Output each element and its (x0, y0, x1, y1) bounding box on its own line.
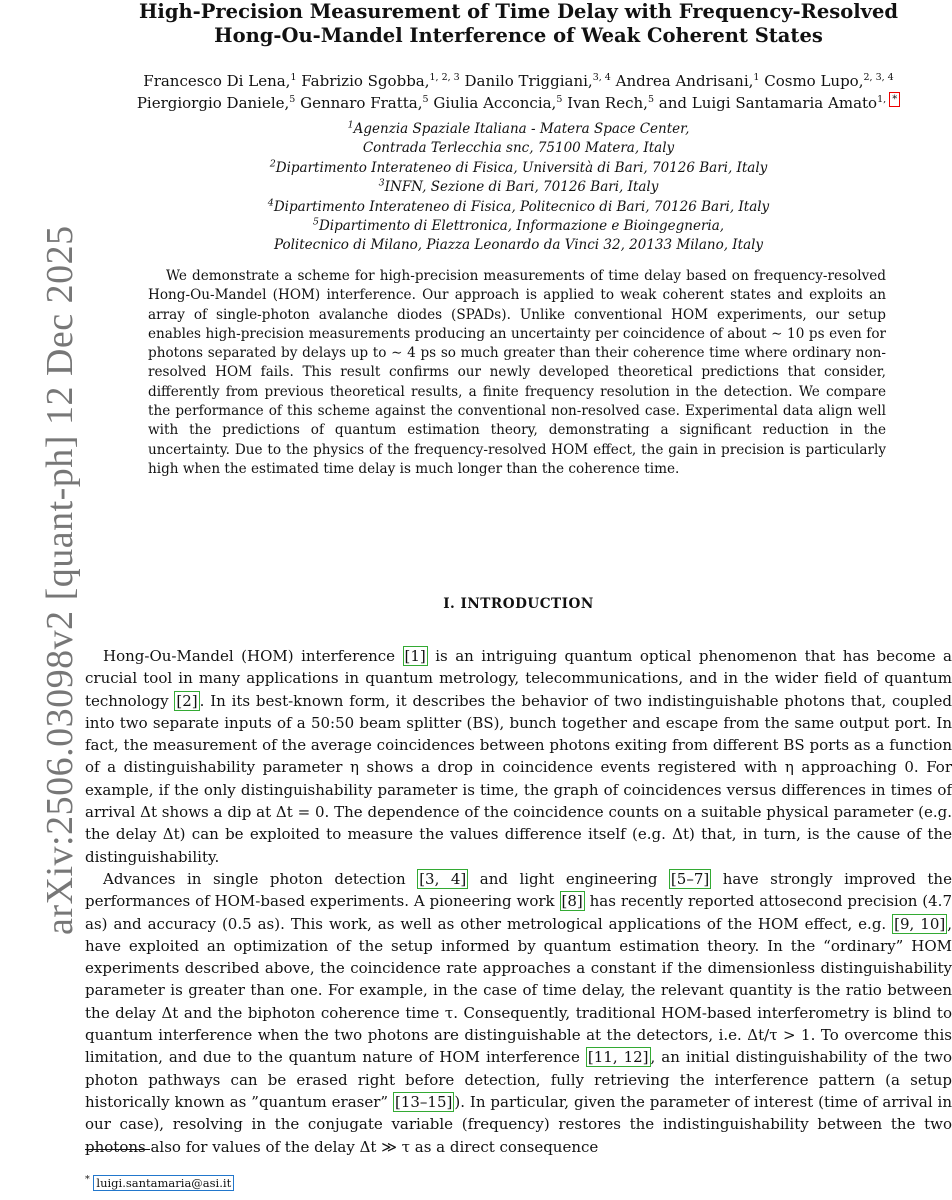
title-line-2: Hong-Ou-Mandel Interference of Weak Coherent States (214, 24, 823, 47)
author-name: Ivan Rech, (567, 94, 648, 112)
author-line-1 (85, 70, 952, 92)
paragraph-text: have strongly improved the performances of HOM-based experiments. A pioneering work (85, 869, 952, 911)
affil-number: 5 (312, 216, 319, 228)
affiliation-line (85, 159, 952, 178)
affil-text: Politecnico di Milano, Piazza Leonardo da Vinci 32, 20133 Milano, Italy (273, 237, 764, 254)
paragraph-2 (85, 868, 952, 1158)
author-affil: 2, 3, 4 (863, 72, 894, 83)
affil-text: INFN, Sezione di Bari, 70126 Bari, Italy (384, 179, 659, 196)
paragraph-text: has recently reported attosecond precision (4.7 as) and accuracy (0.5 as). This work, as well as other metrological applications of the HOM effect, e.g. (85, 892, 952, 933)
title-line-1: High-Precision Measurement of Time Delay with Frequency-Resolved (138, 0, 899, 23)
affiliation-line (85, 139, 952, 158)
affil-text: Dipartimento di Elettronica, Informazione e Bioingegneria, (318, 218, 725, 235)
citation-link[interactable]: [9, 10] (894, 914, 946, 933)
affil-text: Dipartimento Interateneo di Fisica, Università di Bari, 70126 Bari, Italy (275, 159, 768, 176)
citation-link[interactable]: [3, 4] (419, 869, 467, 888)
paragraph-text: and light engineering (468, 869, 669, 888)
affiliation-line (85, 198, 952, 217)
footnote-rule (85, 1149, 150, 1150)
paragraph-1 (85, 645, 952, 868)
author-name: Piergiorgio Daniele, (136, 94, 290, 112)
paragraph-text: Advances in single photon detection (103, 869, 418, 888)
affil-number: 4 (267, 197, 274, 209)
author-name: Danilo Triggiani, (464, 72, 593, 90)
affil-number: 2 (269, 158, 276, 170)
author-name: Cosmo Lupo, (764, 72, 864, 90)
affiliation-line (85, 236, 952, 255)
author-affil: 5 (647, 94, 654, 105)
author-name: Fabrizio Sgobba, (301, 72, 430, 90)
author-affil: 5 (422, 94, 429, 105)
affiliation-line (85, 178, 952, 197)
paragraph-text: . In its best-known form, it describes the behavior of two indistinguishable photons that, coupled into two separate inputs of a 50:50 beam splitter (BS), bunch together and escape from the same output port. In fact, the measurement of the average coincidences between photons exiting from different BS ports as a function of a distinguishability parameter η shows a drop in coincidence events registered with η approaching 0. For example, if the only distinguishability parameter is time, the graph of coincidences versus differences in times of arrival Δt shows a dip at Δt = 0. The dependence of the coincidence counts on a suitable physical parameter (e.g. the delay Δt) can be exploited to measure the values difference itself (e.g. Δt) that, in turn, is the cause of the distinguishability. (85, 691, 952, 866)
affiliations (85, 120, 952, 256)
email-link[interactable]: luigi.santamaria@asi.it (93, 1175, 234, 1191)
citation-link[interactable]: [2] (176, 691, 198, 710)
author-affil: 5 (289, 94, 296, 105)
arxiv-sidebar (0, 0, 81, 1200)
affil-text: Contrada Terlecchia snc, 75100 Matera, Italy (362, 140, 675, 157)
paper-title (85, 0, 952, 48)
paragraph-text: ). In particular, given the parameter of interest (time of arrival in our case), resolving in the conjugate variable (frequency) restores the indistinguishability between the two photons also for values of the delay Δt ≫ τ as a direct consequence (85, 1092, 952, 1156)
author-name: Gennaro Fratta, (300, 94, 423, 112)
author-affil: 1, 2, 3 (429, 72, 460, 83)
author-name: Andrea Andrisani, (615, 72, 754, 90)
affiliation-line (85, 217, 952, 236)
footnote (85, 1176, 234, 1190)
section-heading-introduction: I. INTRODUCTION (443, 596, 594, 612)
arxiv-identifier[interactable]: arXiv:2506.03098v2 [quant-ph] 12 Dec 2025 (39, 225, 81, 935)
paragraph-text: , an initial distinguishability of the two photon pathways can be erased right before detection, fully retrieving the interference pattern (a setup historically known as ”quantum eraser” (85, 1048, 952, 1111)
main-body (85, 645, 952, 1158)
paragraph-text: , have exploited an optimization of the setup informed by quantum estimation theory. In the “ordinary” HOM experiments described above, the coincidence rate approaches a constant if the dimensionless distinguishability parameter is greater than one. For example, in the case of time delay, the relevant quantity is the ratio between the delay Δt and the biphoton coherence time τ. Consequently, traditional HOM-based interferometry is blind to quantum interference when the two photons are distinguishable at the detectors, i.e. Δt/τ > 1. To overcome this limitation, and due to the quantum nature of HOM interference (85, 914, 952, 1067)
abstract: We demonstrate a scheme for high-precision measurements of time delay based on frequency-resolved Hong-Ou-Mandel (HOM) interference. Our approach is applied to weak coherent states and exploits an array of single-photon avalanche diodes (SPADs). Unlike conventional HOM experiments, our setup enables high-precision measurements producing an uncertainty per coincidence of about ∼ 10 ps even for photons separated by delays up to ∼ 4 ps so much greater than their coherence time where ordinary non-resolved HOM fails. This result confirms our newly developed theoretical predictions that consider, differently from previous theoretical results, a finite frequency resolution in the detection. We compare the performance of this scheme against the conventional non-resolved case. Experimental data align well with the predictions of quantum estimation theory, demonstrating a significant reduction in the uncertainty. Due to the physics of the frequency-resolved HOM effect, the gain in precision is particularly high when the estimated time delay is much longer than the coherence time. (148, 268, 886, 477)
author-affil: 1 (290, 72, 297, 83)
citation-link[interactable]: [5–7] (670, 869, 710, 888)
affil-text: Agenzia Spaziale Italiana - Matera Space Center, (353, 121, 690, 137)
affil-number: 3 (378, 177, 385, 189)
affil-number: 1 (347, 119, 354, 131)
author-affil: 3, 4 (592, 72, 611, 83)
citation-link[interactable]: [11, 12] (587, 1048, 649, 1067)
author-list (85, 70, 952, 114)
author-affil: 1, (877, 94, 890, 105)
corresponding-author-link[interactable]: * (889, 92, 900, 107)
paragraph-text: Hong-Ou-Mandel (HOM) interference (103, 647, 403, 665)
footnote-mark: * (85, 1174, 90, 1186)
author-name: Giulia Acconcia, (433, 94, 557, 112)
citation-link[interactable]: [8] (561, 892, 583, 911)
author-name: and Luigi Santamaria Amato (658, 94, 878, 112)
author-affil: 5 (556, 94, 563, 105)
author-name: Francesco Di Lena, (143, 72, 291, 90)
author-affil: 1 (753, 72, 760, 83)
author-line-2 (85, 92, 952, 114)
citation-link[interactable]: [1] (404, 647, 426, 665)
affiliation-line (85, 120, 952, 139)
citation-link[interactable]: [13–15] (394, 1092, 453, 1111)
paragraph-text: is an intriguing quantum optical phenomenon that has become a crucial tool in many applications in quantum metrology, telecommunications, and in the wider field of quantum technology (85, 647, 952, 710)
affil-text: Dipartimento Interateneo di Fisica, Politecnico di Bari, 70126 Bari, Italy (273, 198, 770, 215)
